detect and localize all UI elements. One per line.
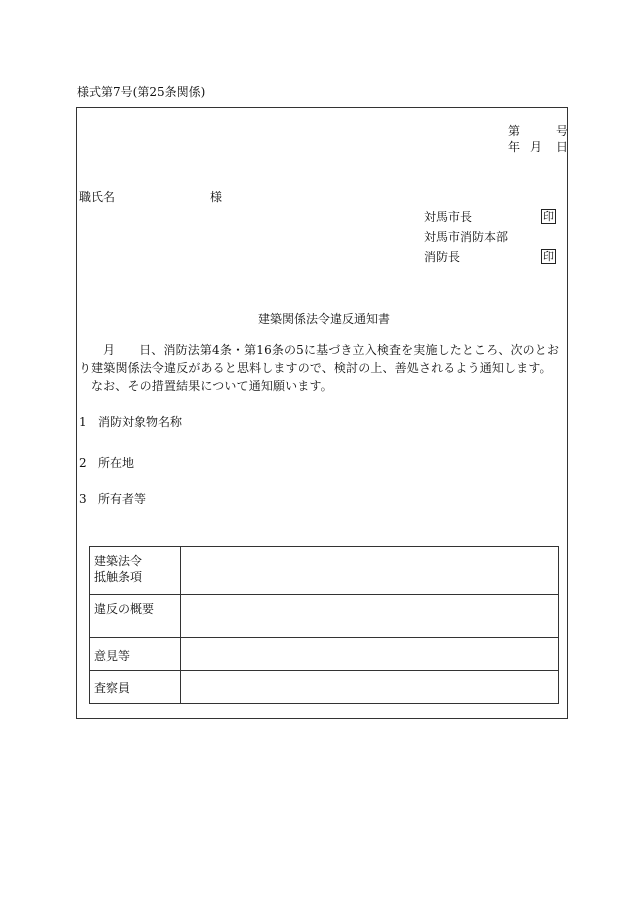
addressee-honorific: 様 [210, 190, 223, 204]
item-1-label: 消防対象物名称 [98, 415, 183, 429]
item-1-number: 1 [79, 415, 87, 429]
table-label-cell [90, 671, 181, 704]
table-value-cell-violation-summary[interactable] [181, 595, 559, 638]
table-label-cell [90, 547, 181, 595]
item-2-number: 2 [79, 456, 87, 470]
date-year: 年 [508, 140, 521, 154]
inspection-table [89, 546, 559, 704]
document-title: 建築関係法令違反通知書 [258, 312, 391, 326]
signatory-fire-chief: 消防長 [424, 250, 461, 264]
table-value-cell-inspector[interactable] [181, 671, 559, 704]
table-label-line: 抵触条項 [94, 570, 143, 584]
signatory-fire-headquarters: 対馬市消防本部 [424, 230, 509, 244]
date-day: 日 [556, 140, 569, 154]
table-value-cell-legal-provisions[interactable] [181, 547, 559, 595]
date-month: 月 [530, 140, 543, 154]
table-label-line: 違反の概要 [94, 602, 155, 616]
table-label-line: 建築法令 [94, 554, 143, 568]
table-label-cell [90, 595, 181, 638]
seal-stamp-fire-chief: 印 [543, 250, 554, 263]
table-row [90, 638, 559, 671]
item-3-number: 3 [79, 492, 87, 506]
notice-body [79, 341, 567, 395]
table-label-cell [90, 638, 181, 671]
notice-body-paragraph-2 [79, 377, 567, 395]
addressee-name-label: 職氏名 [79, 190, 116, 204]
notice-body-month: 月 [103, 343, 116, 357]
item-2-label: 所在地 [98, 456, 135, 470]
document-number-prefix: 第 [508, 124, 521, 138]
seal-stamp-mayor: 印 [543, 210, 554, 223]
table-label-line: 査察員 [94, 681, 131, 695]
table-label-line: 意見等 [94, 649, 131, 663]
form-number: 様式第7号(第25条関係) [77, 85, 206, 99]
table-row [90, 595, 559, 638]
signatory-mayor: 対馬市長 [424, 210, 473, 224]
notice-body-paragraph-1 [79, 341, 567, 377]
document-number-suffix: 号 [556, 124, 569, 138]
notice-body-request: なお、その措置結果について通知願います。 [91, 379, 333, 393]
item-3-label: 所有者等 [98, 492, 147, 506]
table-value-cell-opinions[interactable] [181, 638, 559, 671]
table-row [90, 547, 559, 595]
table-row [90, 671, 559, 704]
notice-body-text: 日、消防法第4条・第16条の5に基づき立入検査を実施したところ、次のとおり建築関係法令違反があると思料しますので、検討の上、善処されるよう通知します。 [79, 343, 560, 375]
